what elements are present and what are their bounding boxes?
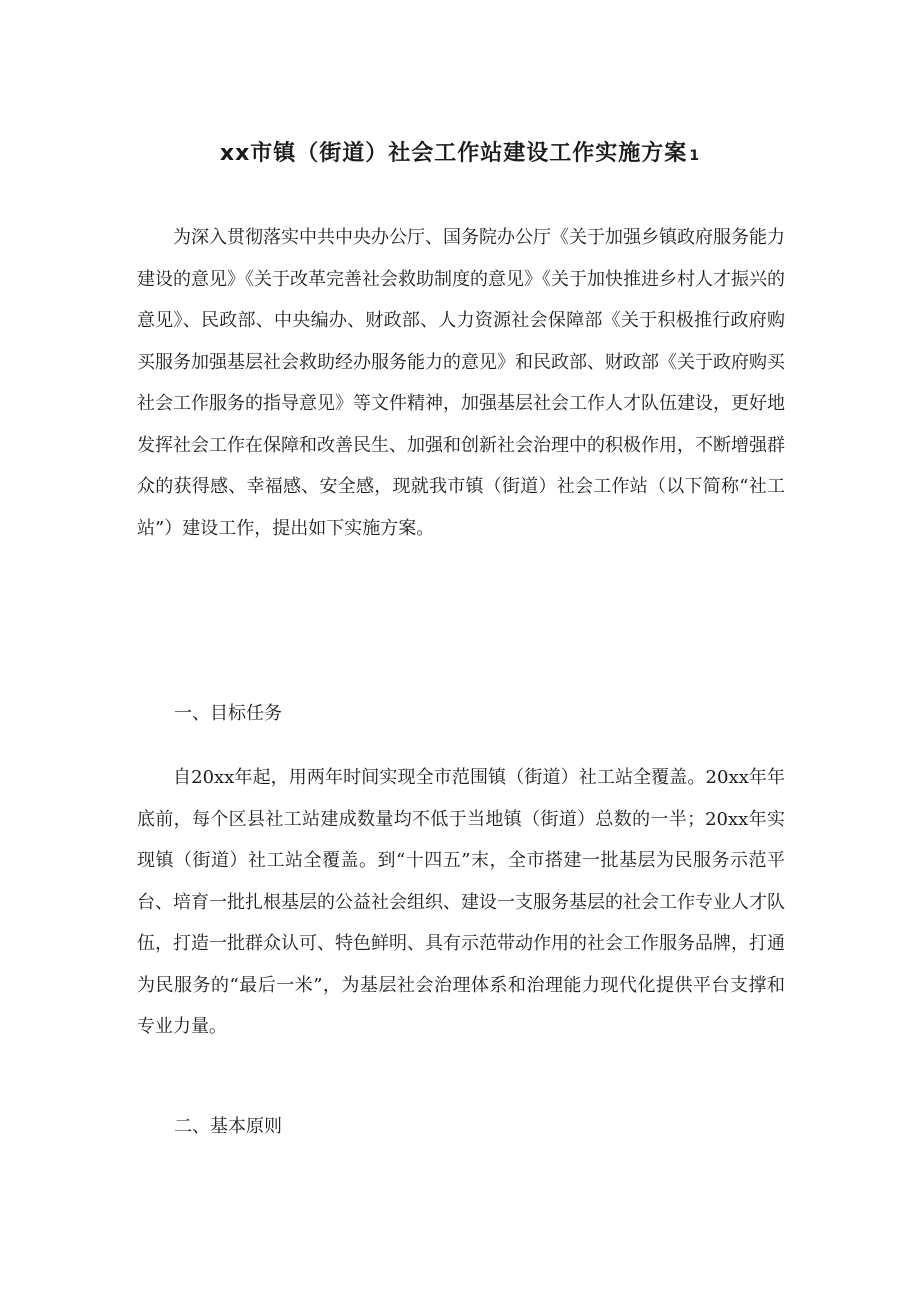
section-heading-goals: 一、目标任务 [174,703,282,724]
document-title [0,138,920,172]
title-footnote-marker: 1 [689,148,701,164]
goals-section [137,757,785,1048]
intro-paragraph: 为深入贯彻落实中共中央办公厅、国务院办公厅《关于加强乡镇政府服务能力建设的意见》《关于改革完善社会救助制度的意见》《关于加快推进乡村人才振兴的意见》、民政部、中央编办、财政部、人力资源社会保障部《关于积极推行政府购买服务加强基层社会救助经办服务能力的意见》和民政部、财政部《关于政府购买社会工作服务的指导意见》等文件精神，加强基层社会工作人才队伍建设，更好地发挥社会工作在保障和改善民生、加强和创新社会治理中的积极作用，不断增强群众的获得感、幸福感、安全感，现就我市镇（街道）社会工作站（以下简称“社工站”）建设工作，提出如下实施方案。 [137,227,785,539]
section-heading-principles: 二、基本原则 [174,1116,282,1137]
document-title-text: xx市镇（街道）社会工作站建设工作实施方案 [219,141,688,166]
goals-paragraph: 自20xx年起，用两年时间实现全市范围镇（街道）社工站全覆盖。20xx年年底前，每个区县社工站建成数量均不低于当地镇（街道）总数的一半；20xx年实现镇（街道）社工站全覆盖。到“十四五”末，全市搭建一批基层为民服务示范平台、培育一批扎根基层的公益社会组织、建设一支服务基层的社会工作专业人才队伍，打造一批群众认可、特色鲜明、具有示范带动作用的社会工作服务品牌，打通为民服务的“最后一米”，为基层社会治理体系和治理能力现代化提供平台支撑和专业力量。 [137,767,785,1037]
intro-section [137,217,785,549]
